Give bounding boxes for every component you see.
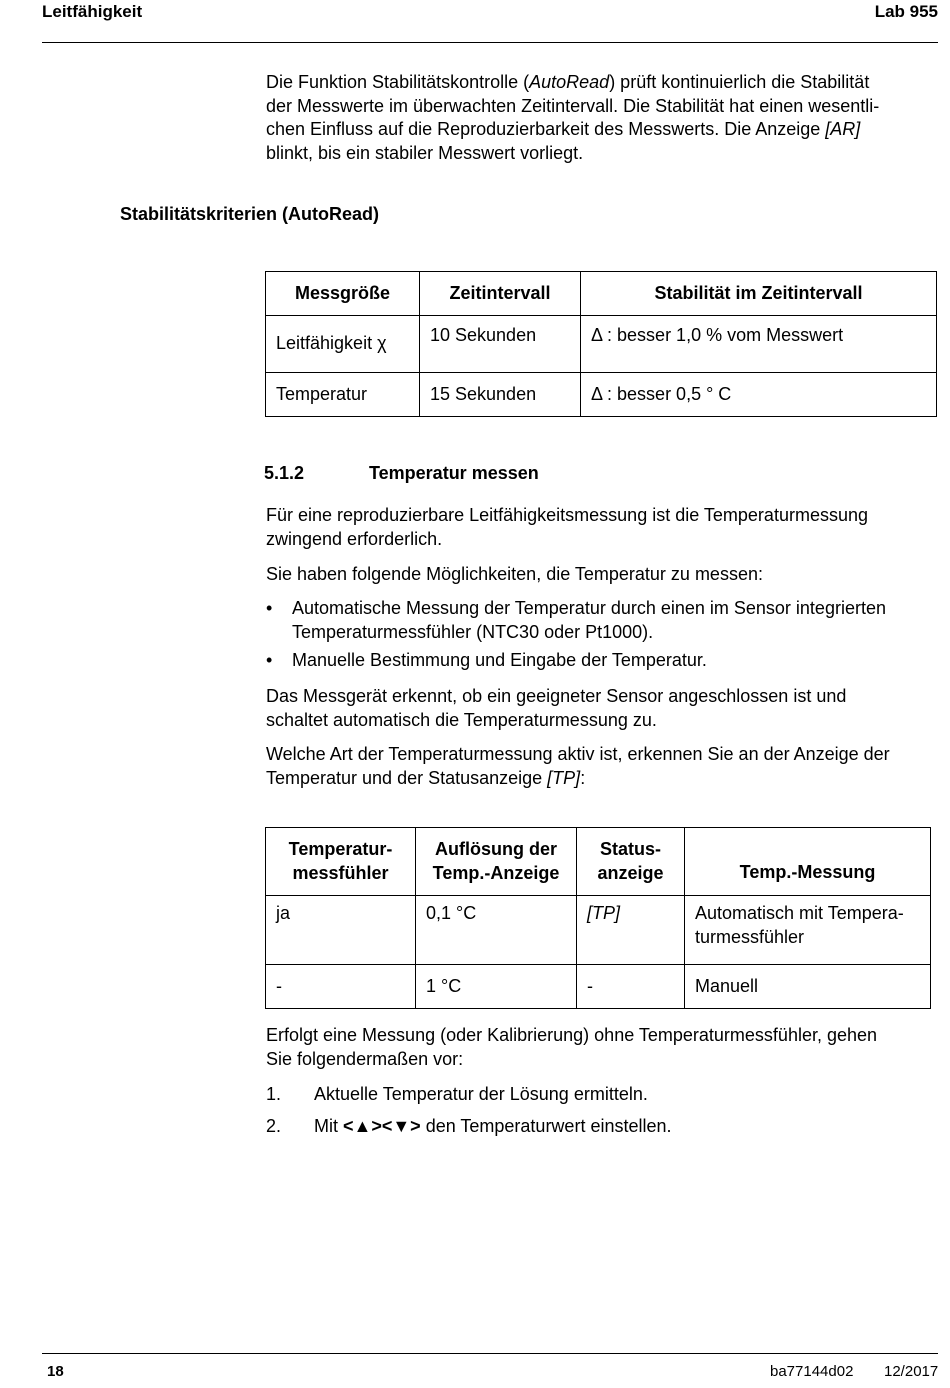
list-item (266, 1115, 946, 1147)
header-product-name: Lab 955 (874, 2, 938, 21)
table-row (266, 316, 937, 373)
step-text-suffix: den Temperaturwert einstellen. (420, 1116, 672, 1136)
table-header-cell (577, 828, 685, 896)
text-line: Temperaturmessfühler (NTC30 oder Pt1000). (292, 621, 654, 642)
header-line: Temp.-Messung (739, 861, 876, 882)
arrow-keys: <▲><▼> (343, 1116, 421, 1136)
table-header-cell: Zeitintervall (420, 272, 581, 316)
stability-criteria-table (265, 271, 937, 417)
list-item (266, 649, 946, 673)
paragraph-manual-procedure (266, 1024, 938, 1071)
table-header-cell: Stabilität im Zeitintervall (581, 272, 937, 316)
status-indicator-tp: [TP] (587, 903, 621, 923)
document-date: 12/2017 (884, 1363, 939, 1380)
table-cell: 1 °C (416, 965, 577, 1009)
side-heading: Stabilitätskriterien (AutoRead) (120, 204, 380, 224)
table-header-row (266, 828, 931, 896)
table-row (266, 965, 931, 1009)
document-number: ba77144d02 (770, 1363, 854, 1380)
bullet-marker: • (266, 650, 273, 670)
header-line: messfühler (292, 862, 389, 883)
text-line: turmessfühler (695, 926, 805, 947)
table-header-cell (416, 828, 577, 896)
header-line: Temp.-Anzeige (432, 862, 560, 883)
intro-line-3: chen Einfluss auf die Reproduzierbarkeit des Messwerts. Die Anzeige [AR] (266, 119, 861, 139)
page-number: 18 (47, 1363, 64, 1380)
options-list (266, 597, 946, 673)
step-number: 1. (266, 1084, 282, 1104)
temperature-measurement-table (265, 827, 931, 1009)
paragraph-auto-detection (266, 685, 938, 732)
step-text: Aktuelle Temperatur der Lösung ermitteln. (314, 1084, 648, 1104)
table-header-cell (685, 828, 931, 896)
table-cell: 0,1 °C (416, 896, 577, 965)
table-cell (577, 896, 685, 965)
text-line: Das Messgerät erkennt, ob ein geeigneter Sensor angeschlossen ist und (266, 686, 847, 706)
table-header-row (266, 272, 937, 316)
header-chapter-title: Leitfähigkeit (42, 2, 143, 21)
table-row (266, 896, 931, 965)
text-line: Temperatur und der Statusanzeige [TP]: (266, 767, 586, 788)
table-cell: Manuell (685, 965, 931, 1009)
header-rule (42, 42, 938, 43)
text-line: Erfolgt eine Messung (oder Kalibrierung) ohne Temperaturmessfühler, gehen (266, 1025, 878, 1045)
table-cell: Δ : besser 0,5 ° C (581, 373, 937, 417)
intro-line-4: blinkt, bis ein stabiler Messwert vorliegt. (266, 142, 584, 163)
text-line: Welche Art der Temperaturmessung aktiv ist, erkennen Sie an der Anzeige der (266, 744, 890, 764)
paragraph-options-intro: Sie haben folgende Möglichkeiten, die Temperatur zu messen: (266, 564, 763, 584)
section-number: 5.1.2 (264, 463, 305, 483)
table-cell (685, 896, 931, 965)
list-item (266, 597, 946, 644)
header-line: Auflösung der (435, 839, 557, 859)
text-line: Manuelle Bestimmung und Eingabe der Temperatur. (292, 650, 707, 670)
step-text-prefix: Mit (314, 1116, 343, 1136)
table-cell: Temperatur (266, 373, 420, 417)
section-title: Temperatur messen (369, 463, 539, 483)
header-line: anzeige (597, 862, 664, 883)
bullet-marker: • (266, 598, 273, 618)
intro-line-1: Die Funktion Stabilitätskontrolle (AutoRead) prüft kontinuierlich die Stabilität (266, 72, 870, 92)
intro-line-2: der Messwerte im überwachten Zeitintervall. Die Stabilität hat einen wesentli- (266, 95, 880, 116)
table-cell: - (577, 965, 685, 1009)
text-line: schaltet automatisch die Temperaturmessung zu. (266, 709, 657, 730)
table-cell: ja (266, 896, 416, 965)
table-cell: - (266, 965, 416, 1009)
table-cell: 15 Sekunden (420, 373, 581, 417)
table-header-cell: Messgröße (266, 272, 420, 316)
table-cell: Δ : besser 1,0 % vom Messwert (581, 316, 937, 373)
text-line: Automatische Messung der Temperatur durch einen im Sensor integrierten (292, 598, 886, 618)
text-line: Automatisch mit Tempera- (695, 903, 904, 923)
header-line: Temperatur- (288, 839, 393, 859)
list-item (266, 1083, 946, 1115)
text-line: zwingend erforderlich. (266, 528, 443, 549)
header-line: Status- (599, 839, 661, 859)
paragraph-requirement (266, 504, 938, 551)
procedure-steps (266, 1083, 946, 1147)
table-header-cell (266, 828, 416, 896)
intro-paragraph (266, 71, 938, 165)
text-line: Sie folgendermaßen vor: (266, 1048, 464, 1069)
table-row (266, 373, 937, 417)
paragraph-status-display (266, 743, 938, 790)
footer-rule (42, 1353, 938, 1354)
table-cell: Leitfähigkeit χ (266, 316, 420, 373)
text-line: Für eine reproduzierbare Leitfähigkeitsmessung ist die Temperaturmessung (266, 505, 868, 525)
step-number: 2. (266, 1116, 282, 1136)
table-cell: 10 Sekunden (420, 316, 581, 373)
